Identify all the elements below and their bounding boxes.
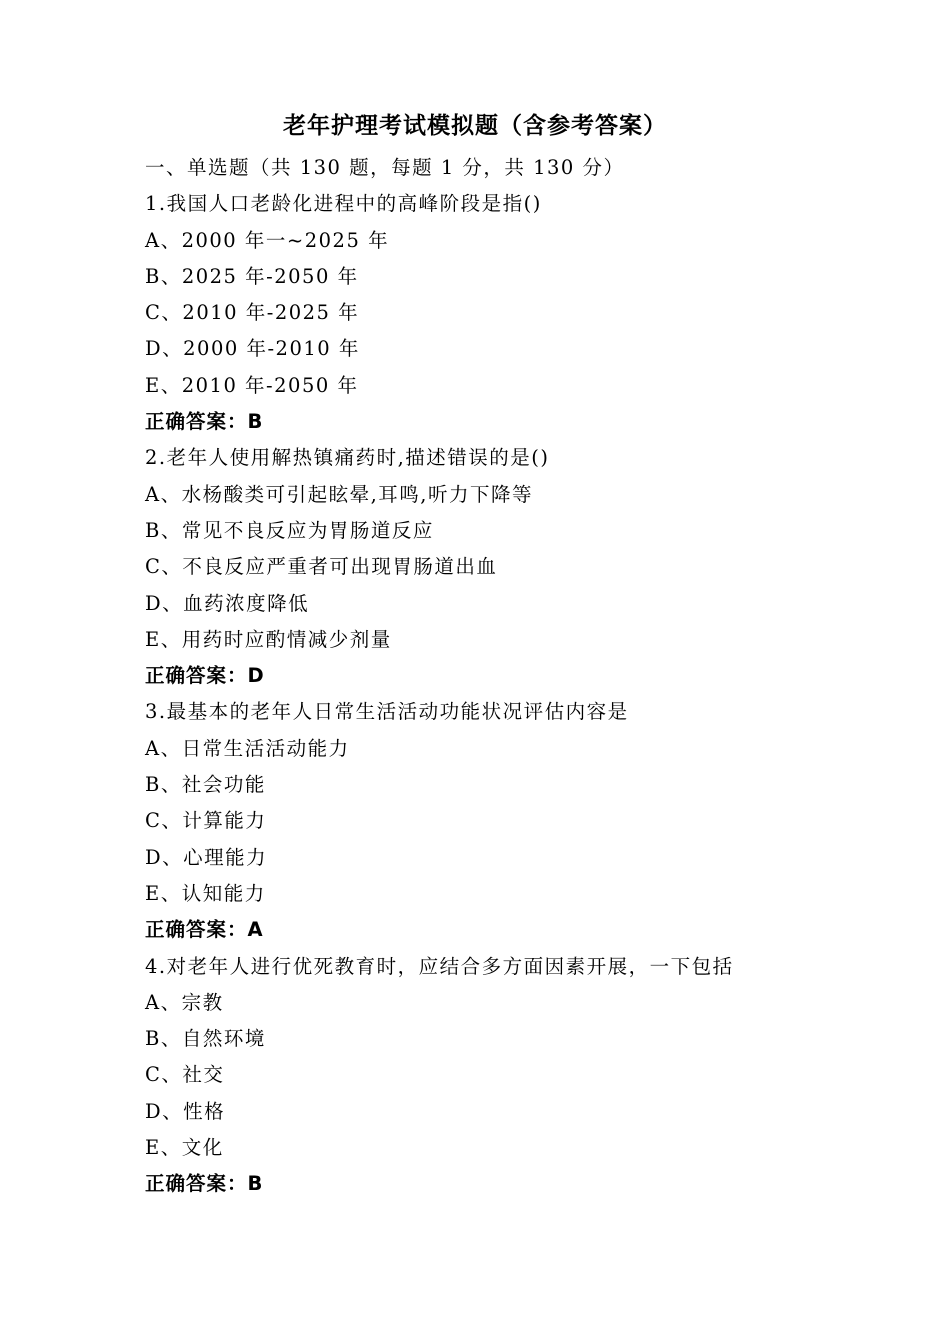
option-c: C、不良反应严重者可出现胃肠道出血 xyxy=(145,555,498,579)
option-b: B、2025 年-2050 年 xyxy=(145,264,359,288)
option-a: A、日常生活活动能力 xyxy=(145,736,350,760)
correct-answer: 正确答案：A xyxy=(145,918,264,942)
question-stem: 2.老年人使用解热镇痛药时,描述错误的是() xyxy=(145,446,550,470)
question-block xyxy=(145,186,865,440)
question-block xyxy=(145,694,865,948)
question-block xyxy=(145,440,865,694)
document-title: 老年护理考试模拟题（含参考答案） xyxy=(283,113,667,139)
option-c: C、2010 年-2025 年 xyxy=(145,301,360,325)
option-c: C、计算能力 xyxy=(145,809,267,833)
option-a: A、宗教 xyxy=(145,990,224,1014)
option-e: E、2010 年-2050 年 xyxy=(145,373,359,397)
correct-answer: 正确答案：B xyxy=(145,410,264,434)
option-d: D、2000 年-2010 年 xyxy=(145,337,360,361)
correct-answer: 正确答案：D xyxy=(145,664,265,688)
document-body xyxy=(145,150,865,1203)
question-stem: 3.最基本的老年人日常生活活动功能状况评估内容是 xyxy=(145,700,629,724)
question-block xyxy=(145,949,865,1203)
option-b: B、常见不良反应为胃肠道反应 xyxy=(145,518,434,542)
option-d: D、心理能力 xyxy=(145,845,268,869)
section-heading: 一、单选题（共 130 题，每题 1 分，共 130 分） xyxy=(145,156,625,179)
option-e: E、认知能力 xyxy=(145,881,266,905)
option-d: D、血药浓度降低 xyxy=(145,591,310,615)
option-e: E、用药时应酌情减少剂量 xyxy=(145,627,392,651)
option-a: A、水杨酸类可引起眩晕,耳鸣,听力下降等 xyxy=(145,482,533,506)
option-e: E、文化 xyxy=(145,1136,224,1160)
question-stem: 4.对老年人进行优死教育时，应结合多方面因素开展，一下包括 xyxy=(145,954,734,978)
question-stem: 1.我国人口老龄化进程中的高峰阶段是指() xyxy=(145,192,542,216)
correct-answer: 正确答案：B xyxy=(145,1172,264,1196)
option-d: D、性格 xyxy=(145,1099,226,1123)
option-b: B、社会功能 xyxy=(145,773,266,797)
option-a: A、2000 年一~2025 年 xyxy=(145,228,390,252)
option-b: B、自然环境 xyxy=(145,1027,266,1051)
option-c: C、社交 xyxy=(145,1063,225,1087)
